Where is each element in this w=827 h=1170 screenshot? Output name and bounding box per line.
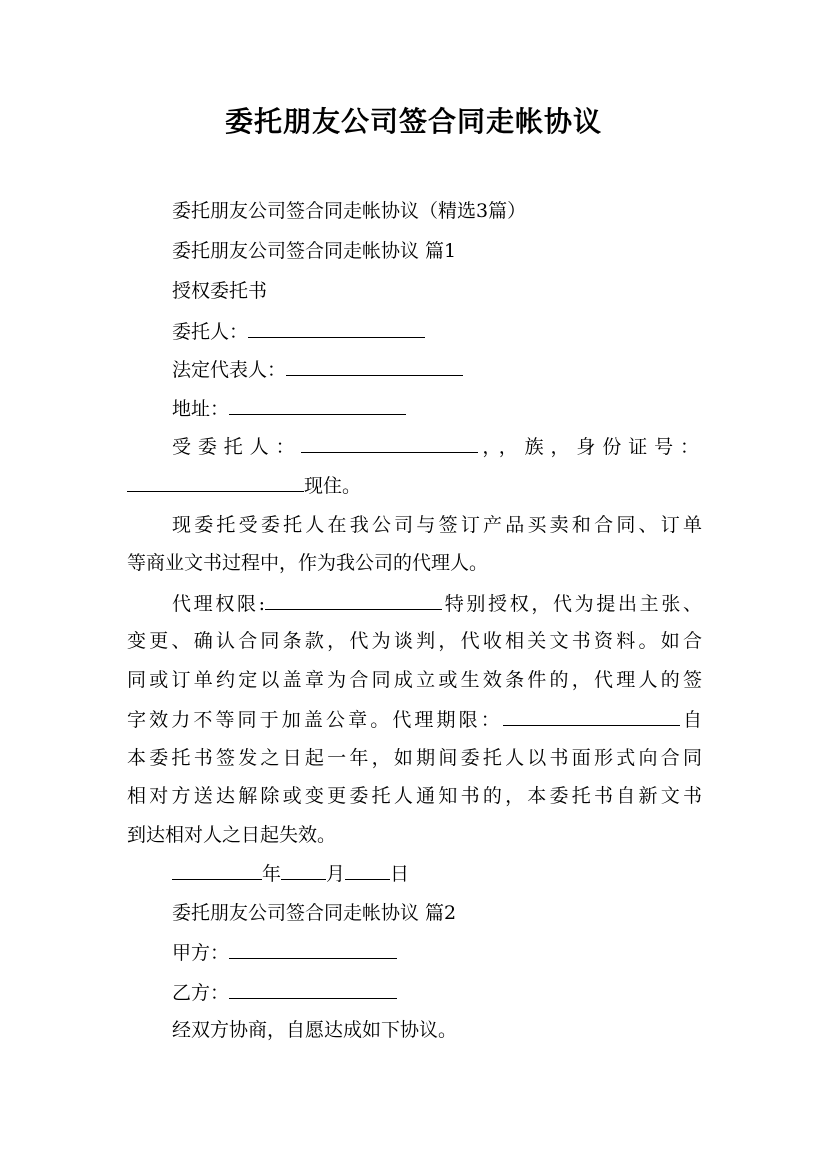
term-blank [503, 706, 680, 726]
year-label: 年 [262, 863, 282, 885]
section-heading-2: 委托朋友公司签合同走帐协议 篇2 [172, 902, 457, 924]
authority-label: 代理权限: [172, 593, 266, 615]
agent-label: 受委托人： [172, 436, 302, 458]
paragraph-2-line-5: 本委托书签发之日起一年，如期间委托人以书面形式向合同 [127, 747, 702, 769]
paragraph-1-line-1: 现委托受委托人在我公司与签订产品买卖和合同、订单 [172, 514, 702, 536]
year-blank [172, 860, 262, 880]
month-label: 月 [326, 863, 346, 885]
paragraph-2-line-2: 变更、确认合同条款，代为谈判，代收相关文书资料。如合 [127, 630, 702, 652]
address-line [172, 395, 702, 422]
paragraph-2-line-3: 同或订单约定以盖章为合同成立或生效条件的，代理人的签 [127, 669, 702, 691]
paragraph-2-line-7: 到达相对人之日起失效。 [127, 824, 337, 846]
term-suffix: 自 [679, 709, 702, 731]
principal-label: 委托人： [172, 321, 249, 343]
paragraph-2-line-4 [127, 706, 702, 733]
day-label: 日 [390, 863, 410, 885]
paragraph-1-line-2: 等商业文书过程中，作为我公司的代理人。 [127, 552, 489, 574]
day-blank [345, 860, 390, 880]
paragraph-2-line-1 [172, 590, 702, 617]
legal-rep-blank [286, 356, 463, 376]
legal-rep-label: 法定代表人： [172, 359, 287, 381]
term-label: 字效力不等同于加盖公章。代理期限： [127, 709, 503, 731]
agreement-intro-line: 经双方协商，自愿达成如下协议。 [172, 1019, 458, 1041]
principal-blank [248, 318, 425, 338]
section-heading-1: 委托朋友公司签合同走帐协议 篇1 [172, 240, 457, 262]
principal-line [172, 318, 702, 345]
agent-blank [301, 433, 478, 453]
legal-rep-line [172, 356, 702, 383]
subtitle-line: 委托朋友公司签合同走帐协议（精选3篇） [172, 200, 527, 222]
residence-label: 现住。 [304, 475, 362, 497]
month-blank [281, 860, 326, 880]
authority-blank [265, 590, 442, 610]
party-b-line [172, 979, 702, 1006]
party-a-label: 甲方： [172, 942, 230, 964]
address-label: 地址： [172, 398, 230, 420]
document-title: 委托朋友公司签合同走帐协议 [224, 105, 602, 138]
residence-blank [127, 472, 304, 492]
residence-line [127, 472, 702, 499]
party-a-blank [229, 939, 397, 959]
party-a-line [172, 939, 702, 966]
address-blank [229, 395, 406, 415]
authority-text: 特别授权，代为提出主张、 [442, 593, 702, 615]
agent-line [172, 433, 702, 460]
party-b-label: 乙方： [172, 982, 230, 1004]
paragraph-2-line-6: 相对方送达解除或变更委托人通知书的，本委托书自新文书 [127, 785, 702, 807]
party-b-blank [229, 979, 397, 999]
power-of-attorney-heading: 授权委托书 [172, 280, 268, 302]
date-line [172, 860, 702, 887]
agent-id-label: ，，族，身份证号： [478, 436, 702, 458]
